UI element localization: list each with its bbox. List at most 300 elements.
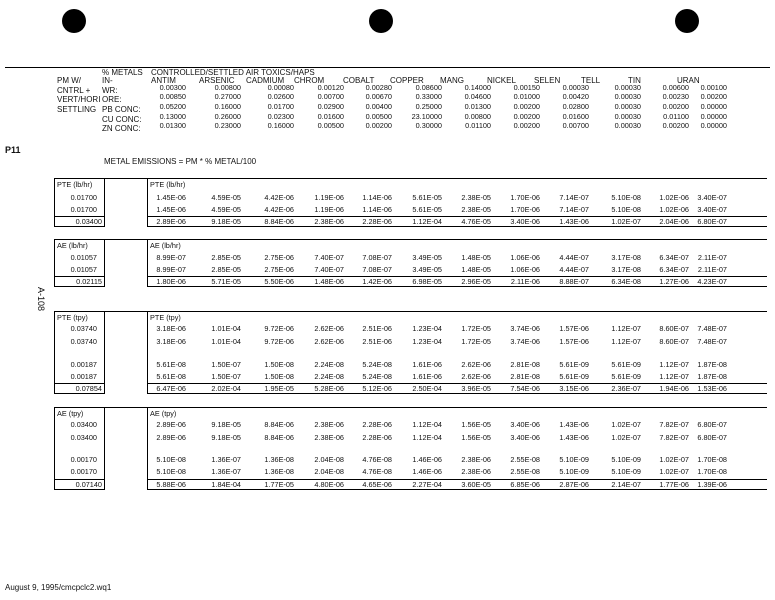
emission-total-value: 3.40E-06 [510, 217, 540, 226]
right-block-label: PTE (tpy) [150, 313, 181, 322]
emission-value: 6.34E-07 [659, 265, 689, 274]
emission-value: 1.36E-07 [211, 455, 241, 464]
conc-value: 0.05200 [159, 102, 186, 111]
conc-value: 0.01600 [317, 112, 344, 121]
conc-value: 0.00100 [700, 83, 727, 92]
controlled-title: CONTROLLED/SETTLED AIR TOXICS/HAPS [151, 68, 315, 77]
binder-hole-center [369, 9, 393, 33]
emission-value: 2.38E-06 [314, 433, 344, 442]
emission-total-value: 1.94E-06 [659, 384, 689, 393]
conc-value: 0.00850 [159, 92, 186, 101]
left-total-value: 0.02115 [76, 277, 102, 286]
emission-value: 1.61E-06 [412, 372, 442, 381]
emission-total-value: 2.38E-06 [314, 217, 344, 226]
conc-row-label: PB CONC: [102, 105, 141, 114]
conc-value: 0.00800 [464, 112, 491, 121]
emission-value: 1.12E-07 [611, 337, 641, 346]
conc-value: 0.00700 [562, 121, 589, 130]
emission-value: 1.48E-05 [461, 253, 491, 262]
emission-total-value: 1.48E-06 [314, 277, 344, 286]
emission-value: 1.02E-07 [611, 433, 641, 442]
emission-value: 1.70E-06 [510, 193, 540, 202]
emission-value: 7.82E-07 [659, 420, 689, 429]
metal-header-cobalt: COBALT [343, 76, 375, 85]
emission-value: 5.61E-05 [412, 193, 442, 202]
emission-value: 1.02E-06 [659, 193, 689, 202]
emission-value: 8.60E-07 [659, 324, 689, 333]
conc-value: 0.00200 [513, 112, 540, 121]
emission-value: 1.70E-08 [697, 455, 727, 464]
emission-value: 5.10E-09 [559, 455, 589, 464]
conc-value: 0.00200 [365, 121, 392, 130]
emission-value: 1.02E-07 [659, 467, 689, 476]
emission-total-value: 1.77E-06 [659, 480, 689, 489]
emission-total-value: 4.65E-06 [362, 480, 392, 489]
left-pm-value: 0.01700 [70, 193, 97, 202]
emission-value: 2.24E-08 [314, 360, 344, 369]
emission-value: 5.10E-09 [559, 467, 589, 476]
conc-value: 0.00400 [365, 102, 392, 111]
metal-header-cadmium: CADMIUM [246, 76, 285, 85]
conc-value: 0.00300 [159, 83, 186, 92]
emission-value: 8.99E-07 [156, 253, 186, 262]
emission-value: 1.12E-04 [412, 433, 442, 442]
metal-header-nickel: NICKEL [487, 76, 516, 85]
emission-value: 1.50E-08 [264, 360, 294, 369]
emission-value: 3.40E-06 [510, 433, 540, 442]
emission-value: 1.43E-06 [559, 420, 589, 429]
conc-value: 0.00200 [662, 121, 689, 130]
left-block-label: PTE (tpy) [57, 313, 88, 322]
left-total-value: 0.07140 [75, 480, 102, 489]
emission-total-value: 1.43E-06 [559, 217, 589, 226]
left-block-label: AE (lb/hr) [57, 241, 88, 250]
emission-value: 3.74E-06 [510, 337, 540, 346]
emission-value: 1.14E-06 [362, 205, 392, 214]
emission-total-value: 3.60E-05 [461, 480, 491, 489]
emission-value: 2.62E-06 [461, 360, 491, 369]
emission-total-value: 9.18E-05 [211, 217, 241, 226]
emission-value: 3.40E-06 [510, 420, 540, 429]
block-top-rule [105, 178, 147, 179]
left-pm-value: 0.00187 [70, 360, 97, 369]
emission-total-value: 5.28E-06 [314, 384, 344, 393]
emission-value: 1.50E-07 [211, 372, 241, 381]
conc-value: 0.00030 [614, 102, 641, 111]
block-top-rule [105, 407, 147, 408]
emission-value: 3.17E-08 [611, 265, 641, 274]
emission-value: 6.80E-07 [697, 433, 727, 442]
emission-value: 4.42E-06 [264, 193, 294, 202]
emission-total-value: 1.42E-06 [362, 277, 392, 286]
conc-value: 0.14000 [464, 83, 491, 92]
emission-total-value: 8.88E-07 [559, 277, 589, 286]
left-pm-value: 0.03400 [70, 420, 97, 429]
emission-value: 1.57E-06 [559, 337, 589, 346]
emission-value: 2.89E-06 [156, 420, 186, 429]
settling-label: SETTLING [57, 105, 97, 114]
conc-row-label: ZN CONC: [102, 124, 141, 133]
emission-total-value: 1.39E-06 [697, 480, 727, 489]
emission-value: 2.51E-06 [362, 324, 392, 333]
conc-value: 0.00120 [317, 83, 344, 92]
emission-value: 4.44E-07 [559, 265, 589, 274]
metal-header-tin: TIN [628, 76, 641, 85]
conc-value: 0.00030 [614, 83, 641, 92]
emission-value: 1.01E-04 [211, 324, 241, 333]
emission-value: 1.56E-05 [461, 420, 491, 429]
left-block-label: PTE (lb/hr) [57, 180, 93, 189]
conc-value: 0.00500 [365, 112, 392, 121]
emission-total-value: 2.14E-07 [611, 480, 641, 489]
emission-value: 5.61E-09 [559, 360, 589, 369]
emission-value: 1.02E-06 [659, 205, 689, 214]
emission-total-value: 3.15E-06 [559, 384, 589, 393]
emission-value: 7.08E-07 [362, 253, 392, 262]
vert-label: VERT/HORI [57, 95, 101, 104]
conc-value: 0.02600 [267, 92, 294, 101]
emission-total-value: 1.77E-05 [264, 480, 294, 489]
emission-value: 1.72E-05 [461, 337, 491, 346]
conc-value: 0.00200 [700, 92, 727, 101]
emission-total-value: 4.76E-05 [461, 217, 491, 226]
emission-total-value: 8.84E-06 [264, 217, 294, 226]
metal-header-arsenic: ARSENIC [199, 76, 235, 85]
emission-value: 1.06E-06 [510, 253, 540, 262]
emission-value: 5.61E-05 [412, 205, 442, 214]
emission-total-value: 4.80E-06 [314, 480, 344, 489]
conc-value: 0.00080 [267, 83, 294, 92]
conc-value: 0.00030 [562, 83, 589, 92]
left-pm-value: 0.01700 [70, 205, 97, 214]
emission-value: 1.36E-08 [264, 467, 294, 476]
conc-value: 0.13000 [159, 112, 186, 121]
emission-value: 4.44E-07 [559, 253, 589, 262]
emission-value: 1.14E-06 [362, 193, 392, 202]
emission-value: 1.36E-08 [264, 455, 294, 464]
binder-hole-right [675, 9, 699, 33]
section-id: P11 [5, 145, 21, 155]
page-number: A-108 [36, 287, 46, 312]
emission-value: 9.18E-05 [211, 420, 241, 429]
emission-value: 2.85E-05 [211, 253, 241, 262]
conc-value: 0.01700 [267, 102, 294, 111]
metal-header-copper: COPPER [390, 76, 424, 85]
emission-value: 2.55E-08 [510, 467, 540, 476]
emission-value: 2.85E-05 [211, 265, 241, 274]
emission-total-value: 2.36E-07 [611, 384, 641, 393]
emission-value: 5.61E-08 [156, 360, 186, 369]
emission-value: 1.36E-07 [211, 467, 241, 476]
conc-value: 0.00150 [513, 83, 540, 92]
emission-total-value: 1.27E-06 [659, 277, 689, 286]
emission-value: 1.50E-08 [264, 372, 294, 381]
emission-value: 3.49E-05 [412, 265, 442, 274]
left-pm-value: 0.00170 [70, 467, 97, 476]
conc-row-label: WR: [102, 86, 118, 95]
emission-value: 2.38E-05 [461, 205, 491, 214]
emission-value: 2.38E-05 [461, 193, 491, 202]
emission-value: 7.14E-07 [559, 193, 589, 202]
conc-value: 0.23000 [214, 121, 241, 130]
emission-value: 1.48E-05 [461, 265, 491, 274]
emission-value: 1.12E-07 [611, 324, 641, 333]
conc-value: 0.00200 [513, 102, 540, 111]
formula: METAL EMISSIONS = PM * % METAL/100 [104, 157, 257, 166]
emission-total-value: 1.02E-07 [611, 217, 641, 226]
conc-value: 0.01000 [513, 92, 540, 101]
emission-total-value: 5.88E-06 [156, 480, 186, 489]
emission-value: 8.99E-07 [156, 265, 186, 274]
emission-value: 9.72E-06 [264, 337, 294, 346]
emission-value: 4.42E-06 [264, 205, 294, 214]
emission-value: 2.62E-06 [314, 324, 344, 333]
emission-value: 5.10E-08 [156, 455, 186, 464]
block-top-rule [105, 311, 147, 312]
metal-header-antim: ANTIM [151, 76, 176, 85]
emission-value: 3.74E-06 [510, 324, 540, 333]
emission-value: 1.70E-08 [697, 467, 727, 476]
emission-value: 2.28E-06 [362, 420, 392, 429]
pct-metals-label: % METALS [102, 68, 143, 77]
conc-value: 0.00200 [513, 121, 540, 130]
emission-value: 2.38E-06 [314, 420, 344, 429]
left-pm-value: 0.00170 [70, 455, 97, 464]
emission-value: 1.45E-06 [156, 193, 186, 202]
emission-total-value: 2.28E-06 [362, 217, 392, 226]
conc-value: 0.00800 [214, 83, 241, 92]
emission-value: 2.38E-06 [461, 467, 491, 476]
emission-value: 5.61E-09 [611, 360, 641, 369]
in-label: IN- [102, 76, 113, 85]
metal-header-tell: TELL [581, 76, 601, 85]
emission-value: 1.50E-07 [211, 360, 241, 369]
emission-value: 1.19E-06 [314, 205, 344, 214]
emission-total-value: 1.53E-06 [697, 384, 727, 393]
emission-value: 2.62E-06 [461, 372, 491, 381]
emission-value: 7.82E-07 [659, 433, 689, 442]
emission-value: 8.84E-06 [264, 420, 294, 429]
binder-hole-left [62, 9, 86, 33]
conc-value: 0.02900 [317, 102, 344, 111]
emission-total-value: 1.84E-04 [211, 480, 241, 489]
emission-value: 2.24E-08 [314, 372, 344, 381]
conc-value: 0.01600 [562, 112, 589, 121]
conc-value: 0.00030 [614, 121, 641, 130]
emission-value: 7.48E-07 [697, 324, 727, 333]
emission-value: 1.19E-06 [314, 193, 344, 202]
conc-value: 0.00000 [700, 112, 727, 121]
conc-value: 0.00200 [662, 102, 689, 111]
conc-value: 0.00000 [700, 121, 727, 130]
emission-value: 1.02E-07 [659, 455, 689, 464]
emission-value: 3.17E-08 [611, 253, 641, 262]
conc-value: 0.26000 [214, 112, 241, 121]
emission-total-value: 6.47E-06 [156, 384, 186, 393]
emission-value: 1.56E-05 [461, 433, 491, 442]
emission-total-value: 6.80E-07 [697, 217, 727, 226]
emission-value: 2.89E-06 [156, 433, 186, 442]
emission-total-value: 2.96E-05 [461, 277, 491, 286]
emission-value: 1.06E-06 [510, 265, 540, 274]
emission-value: 3.18E-06 [156, 324, 186, 333]
conc-value: 0.02300 [267, 112, 294, 121]
emission-value: 2.11E-07 [697, 265, 727, 274]
conc-value: 0.33000 [415, 92, 442, 101]
right-block-label: PTE (lb/hr) [150, 180, 186, 189]
conc-value: 0.27000 [214, 92, 241, 101]
left-pm-value: 0.03400 [70, 433, 97, 442]
emission-total-value: 2.89E-06 [156, 217, 186, 226]
emission-total-value: 6.98E-05 [412, 277, 442, 286]
emission-total-value: 5.50E-06 [264, 277, 294, 286]
emission-value: 7.08E-07 [362, 265, 392, 274]
emission-value: 1.46E-06 [412, 455, 442, 464]
emission-value: 9.72E-06 [264, 324, 294, 333]
emission-value: 7.14E-07 [559, 205, 589, 214]
emission-value: 5.10E-09 [611, 467, 641, 476]
conc-row-label: ORE: [102, 95, 122, 104]
emission-value: 1.46E-06 [412, 467, 442, 476]
conc-value: 0.00500 [317, 121, 344, 130]
left-total-value: 0.03400 [75, 217, 102, 226]
emission-value: 6.80E-07 [697, 420, 727, 429]
metal-header-chrom: CHROM [294, 76, 325, 85]
emission-value: 2.51E-06 [362, 337, 392, 346]
emission-value: 8.84E-06 [264, 433, 294, 442]
emission-value: 6.34E-07 [659, 253, 689, 262]
emission-value: 1.70E-06 [510, 205, 540, 214]
emission-value: 4.59E-05 [211, 205, 241, 214]
emission-value: 5.10E-08 [611, 205, 641, 214]
emission-value: 1.23E-04 [412, 324, 442, 333]
conc-value: 0.00000 [700, 102, 727, 111]
emission-value: 9.18E-05 [211, 433, 241, 442]
emission-value: 2.81E-08 [510, 360, 540, 369]
emission-value: 1.61E-06 [412, 360, 442, 369]
emission-value: 5.61E-09 [559, 372, 589, 381]
emission-total-value: 2.27E-04 [412, 480, 442, 489]
conc-value: 0.00700 [317, 92, 344, 101]
emission-value: 5.10E-09 [611, 455, 641, 464]
conc-value: 0.30000 [415, 121, 442, 130]
emission-total-value: 2.02E-04 [211, 384, 241, 393]
emission-value: 5.61E-08 [156, 372, 186, 381]
emission-value: 2.75E-06 [264, 265, 294, 274]
emission-value: 2.81E-08 [510, 372, 540, 381]
conc-value: 0.00030 [614, 92, 641, 101]
emission-value: 1.72E-05 [461, 324, 491, 333]
emission-total-value: 1.95E-05 [264, 384, 294, 393]
conc-row-label: CU CONC: [102, 115, 142, 124]
emission-total-value: 5.12E-06 [362, 384, 392, 393]
emission-value: 8.60E-07 [659, 337, 689, 346]
emission-total-value: 2.11E-06 [510, 277, 540, 286]
cntrl-label: CNTRL + [57, 86, 91, 95]
emission-value: 1.45E-06 [156, 205, 186, 214]
emission-value: 1.12E-04 [412, 420, 442, 429]
conc-value: 0.04600 [464, 92, 491, 101]
emission-value: 1.02E-07 [611, 420, 641, 429]
emission-value: 5.24E-08 [362, 372, 392, 381]
emission-total-value: 2.04E-06 [659, 217, 689, 226]
emission-value: 5.10E-08 [156, 467, 186, 476]
emission-value: 7.40E-07 [314, 265, 344, 274]
left-pm-value: 0.00187 [70, 372, 97, 381]
emission-total-value: 6.34E-08 [611, 277, 641, 286]
emission-value: 7.48E-07 [697, 337, 727, 346]
emission-value: 1.57E-06 [559, 324, 589, 333]
emission-value: 3.18E-06 [156, 337, 186, 346]
conc-value: 0.16000 [267, 121, 294, 130]
pm-w-label: PM W/ [57, 76, 81, 85]
metal-header-uran: URAN [677, 76, 700, 85]
conc-value: 0.00670 [365, 92, 392, 101]
emission-total-value: 5.71E-05 [211, 277, 241, 286]
emission-value: 1.01E-04 [211, 337, 241, 346]
conc-value: 0.01100 [465, 121, 491, 130]
metal-header-mang: MANG [440, 76, 464, 85]
emission-value: 1.43E-06 [559, 433, 589, 442]
emission-total-value: 6.85E-06 [510, 480, 540, 489]
emission-total-value: 3.96E-05 [461, 384, 491, 393]
emission-value: 5.10E-08 [611, 193, 641, 202]
emission-value: 1.87E-08 [697, 360, 727, 369]
emission-value: 2.55E-08 [510, 455, 540, 464]
block-top-rule [105, 239, 147, 240]
left-total-value: 0.07854 [75, 384, 102, 393]
emission-total-value: 4.23E-07 [697, 277, 727, 286]
emission-value: 1.12E-07 [659, 360, 689, 369]
emission-value: 2.75E-06 [264, 253, 294, 262]
left-pm-value: 0.01057 [70, 253, 97, 262]
emission-value: 7.40E-07 [314, 253, 344, 262]
conc-value: 0.01300 [464, 102, 491, 111]
conc-value: 0.00600 [662, 83, 689, 92]
conc-value: 0.08600 [415, 83, 442, 92]
emission-total-value: 7.54E-06 [510, 384, 540, 393]
emission-value: 5.61E-09 [611, 372, 641, 381]
emission-value: 1.23E-04 [412, 337, 442, 346]
emission-value: 4.76E-08 [362, 467, 392, 476]
emission-value: 2.04E-08 [314, 467, 344, 476]
emission-value: 2.11E-07 [697, 253, 727, 262]
conc-value: 23.10000 [411, 112, 442, 121]
conc-value: 0.16000 [214, 102, 241, 111]
conc-value: 0.00030 [614, 112, 641, 121]
emission-value: 3.49E-05 [412, 253, 442, 262]
conc-value: 0.01300 [159, 121, 186, 130]
conc-value: 0.00230 [662, 92, 689, 101]
emission-value: 2.38E-06 [461, 455, 491, 464]
left-pm-value: 0.03740 [70, 324, 97, 333]
emission-total-value: 2.87E-06 [559, 480, 589, 489]
left-pm-value: 0.03740 [70, 337, 97, 346]
conc-value: 0.00280 [365, 83, 392, 92]
emission-value: 3.40E-07 [697, 205, 727, 214]
left-pm-value: 0.01057 [70, 265, 97, 274]
emission-value: 1.12E-07 [659, 372, 689, 381]
emission-value: 5.24E-08 [362, 360, 392, 369]
right-block-label: AE (tpy) [150, 409, 177, 418]
conc-value: 0.00420 [562, 92, 589, 101]
emission-value: 2.28E-06 [362, 433, 392, 442]
emission-total-value: 2.50E-04 [412, 384, 442, 393]
conc-value: 0.25000 [415, 102, 442, 111]
footer: August 9, 1995/cmcpclc2.wq1 [5, 583, 112, 592]
emission-value: 1.87E-08 [697, 372, 727, 381]
emission-total-value: 1.80E-06 [156, 277, 186, 286]
